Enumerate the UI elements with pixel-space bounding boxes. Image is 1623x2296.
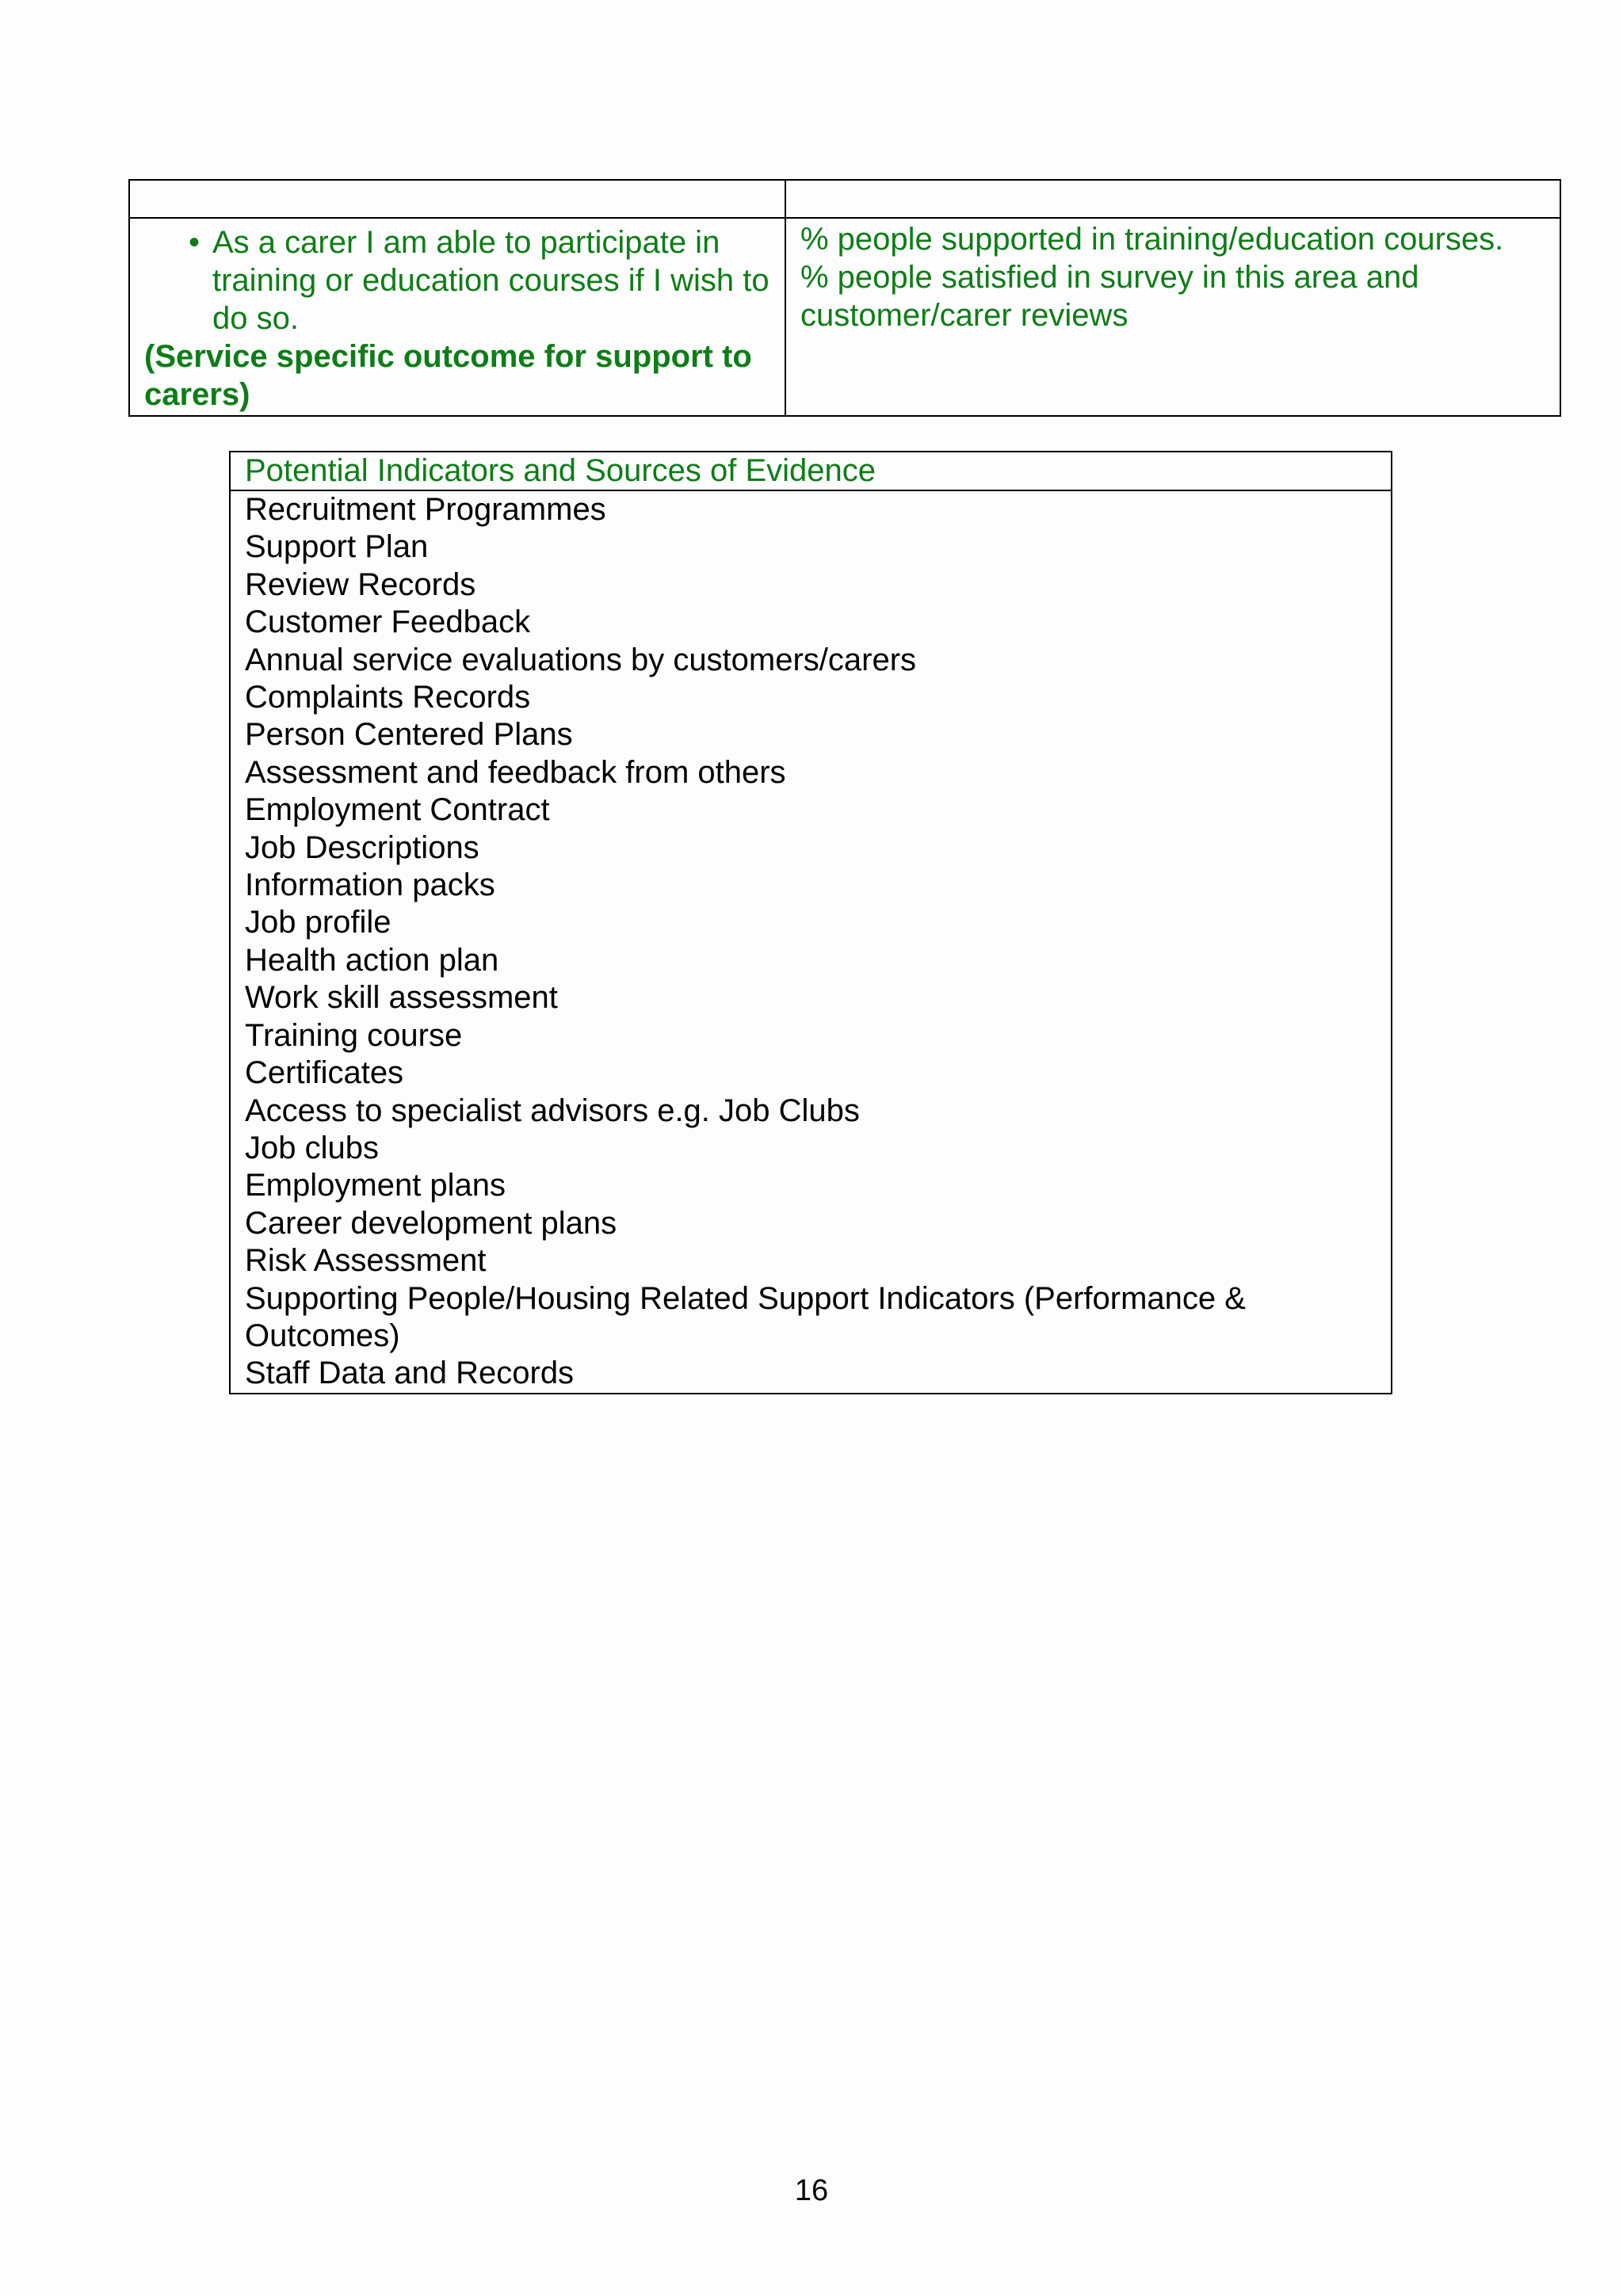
evidence-item: Job Descriptions [245,830,479,865]
outcome-table-empty-row [129,180,1560,218]
evidence-item: Staff Data and Records [245,1356,575,1391]
evidence-item: Support Plan [245,529,429,565]
evidence-item: Review Records [245,566,476,602]
evidence-item: Job profile [245,905,391,940]
outcome-row [129,218,1560,416]
evidence-item: Job clubs [245,1130,379,1165]
evidence-item: Information packs [245,868,495,903]
measures-cell [785,218,1560,416]
evidence-item: Customer Feedback [245,605,531,640]
evidence-item: Employment plans [245,1168,506,1203]
measure-line: % people satisfied in survey in this area and customer/carer reviews [800,260,1419,333]
evidence-item: Career development plans [245,1205,617,1241]
evidence-item: Recruitment Programmes [245,492,606,527]
evidence-item: Annual service evaluations by customers/carers [245,642,917,677]
bullet-icon: • [189,225,200,260]
evidence-item: Certificates [245,1055,404,1091]
evidence-item: Access to specialist advisors e.g. Job Clubs [245,1093,860,1128]
evidence-item: Training course [245,1017,463,1053]
evidence-item: Health action plan [245,942,499,978]
evidence-item: Risk Assessment [245,1243,487,1279]
service-specific-note: (Service specific outcome for support to carers) [144,339,752,412]
evidence-item: Assessment and feedback from others [245,754,786,790]
outcome-cell [129,218,785,416]
evidence-item: Person Centered Plans [245,717,573,753]
evidence-item: Employment Contract [245,792,550,828]
evidence-item: Supporting People/Housing Related Support Indicators (Performance & Outcomes) [245,1280,1246,1353]
page-number: 16 [794,2174,829,2207]
evidence-list [231,491,1391,1393]
evidence-item: Work skill assessment [245,980,558,1016]
outcome-statement: As a carer I am able to participate in training or education courses if I wish to do so. [212,225,769,336]
evidence-item: Complaints Records [245,680,531,715]
evidence-box [229,451,1392,1394]
outcome-table [128,179,1561,417]
empty-cell-left [129,180,785,218]
outcome-bullet-item [144,223,773,338]
evidence-header: Potential Indicators and Sources of Evidence [231,452,1391,491]
measure-line: % people supported in training/education courses. [800,222,1504,257]
empty-cell-right [785,180,1560,218]
